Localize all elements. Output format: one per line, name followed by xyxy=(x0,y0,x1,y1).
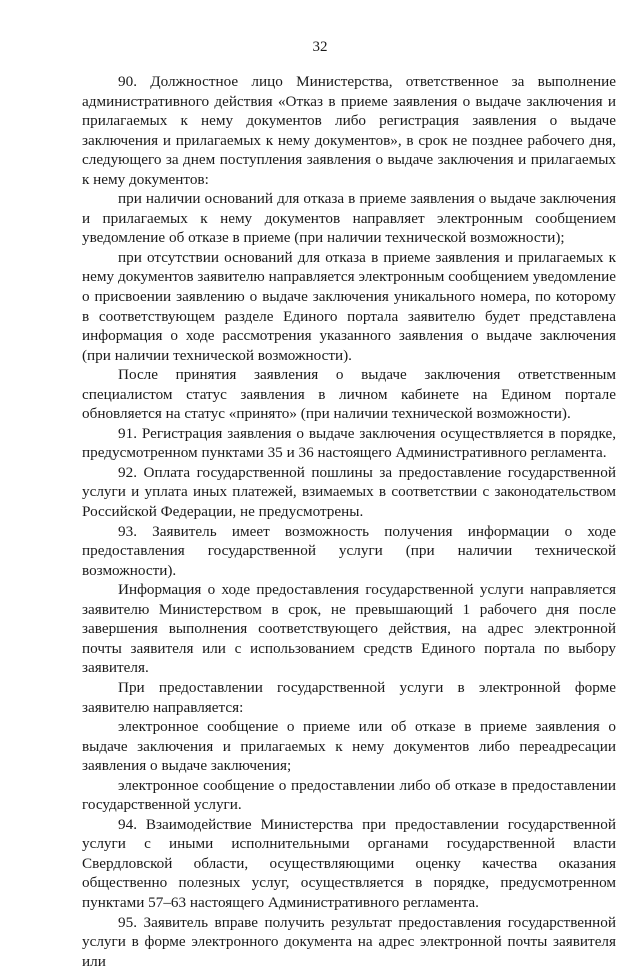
paragraph-95: 95. Заявитель вправе получить результат предоставления государственной услуги в форме электронного документа на адрес электронной почты заявителя или xyxy=(82,913,616,970)
paragraph-90-refusal-case: при наличии оснований для отказа в приеме заявления о выдаче заключения и прилагаемых к нему документов направляет электронным сообщением уведомление об отказе в приеме (при наличии технической возможности); xyxy=(82,190,616,247)
paragraph-93: 93. Заявитель имеет возможность получения информации о ходе предоставления государственной услуги (при наличии технической возможности). xyxy=(82,522,616,579)
paragraph-93-message-receipt: электронное сообщение о приеме или об отказе в приеме заявления о выдаче заключения и прилагаемых к нему документов либо переадресации заявления о выдаче заключения; xyxy=(82,718,616,775)
paragraph-92: 92. Оплата государственной пошлины за предоставление государственной услуги и уплата иных платежей, взимаемых в соответствии с законодательством Российской Федерации, не предусмотрены. xyxy=(82,463,616,521)
paragraph-93-message-result: электронное сообщение о предоставлении либо об отказе в предоставлении государственной услуги. xyxy=(82,776,616,814)
paragraph-status-accepted: После принятия заявления о выдаче заключения ответственным специалистом статус заявления в личном кабинете на Едином портале обновляется на статус «принято» (при наличии технической возможности). xyxy=(82,366,616,423)
page-number: 32 xyxy=(312,39,328,55)
paragraph-90: 90. Должностное лицо Министерства, ответственное за выполнение административного действия «Отказ в приеме заявления о выдаче заключения и прилагаемых к нему документов либо регистрация заявления о выдаче заключения и прилагаемых к нему документов», в срок не позднее рабочего дня, следующего за днем поступления заявления о выдаче заключения и прилагаемых к нему документов: xyxy=(82,73,616,188)
paragraph-91: 91. Регистрация заявления о выдаче заключения осуществляется в порядке, предусмотренном пунктами 35 и 36 настоящего Административного регламента. xyxy=(82,424,616,462)
document-body xyxy=(82,72,616,971)
paragraph-93-info: Информация о ходе предоставления государственной услуги направляется заявителю Министерством в срок, не превышающий 1 рабочего дня после завершения выполнения соответствующего действия, на адрес электронной почты заявителя или с использованием средств Единого портала по выбору заявителя. xyxy=(82,581,616,677)
paragraph-93-electronic-form: При предоставлении государственной услуги в электронной форме заявителю направляется: xyxy=(82,678,616,716)
paragraph-90-no-refusal-case: при отсутствии оснований для отказа в приеме заявления и прилагаемых к нему документов заявителю направляется электронным сообщением уведомление о присвоении заявлению о выдаче заключения уникального номера, по которому в соответствующем разделе Единого портала заявителю будет представлена информация о ходе рассмотрения указанного заявления о выдаче заключения (при наличии технической возможности). xyxy=(82,248,616,364)
paragraph-94: 94. Взаимодействие Министерства при предоставлении государственной услуги с иными исполнительными органами государственной власти Свердловской области, осуществляющими оценку качества оказания общественно полезных услуг, осуществляется в порядке, предусмотренном пунктами 57–63 настоящего Административного регламента. xyxy=(82,815,616,911)
